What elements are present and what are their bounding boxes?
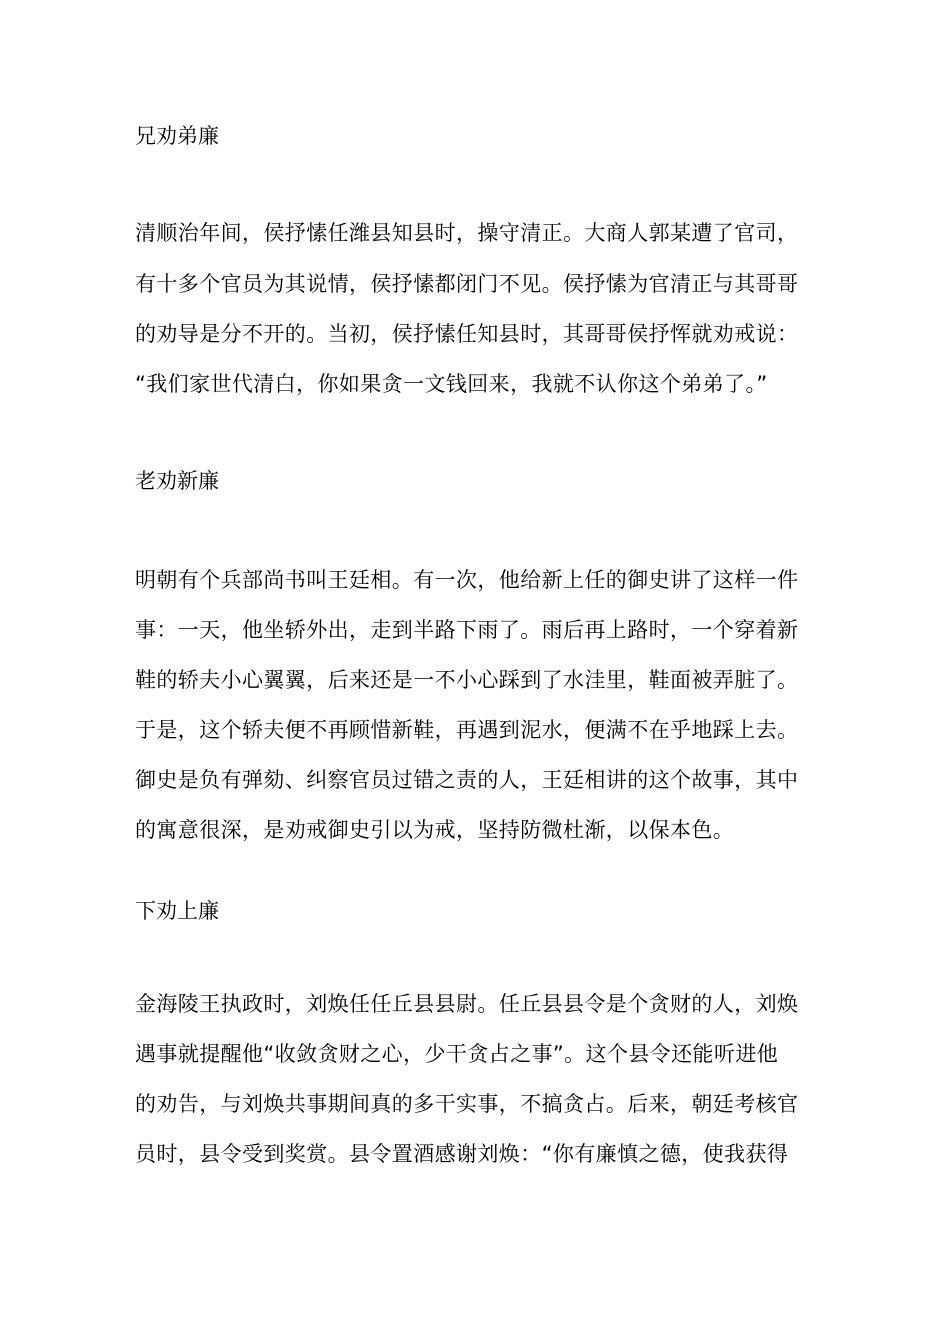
section-2-line-6: 的寓意很深，是劝戒御史引以为戒，坚持防微杜渐，以保本色。 [135,818,735,842]
section-3-line-2: 遇事就提醒他“收敛贪财之心，少干贪占之事”。这个县令还能听进他 [135,1042,779,1066]
section-heading-2: 老劝新廉 [135,469,219,493]
section-2-line-4: 于是，这个轿夫便不再顾惜新鞋，再遇到泥水，便满不在乎地踩上去。 [135,718,799,742]
section-heading-3: 下劝上廉 [135,899,219,923]
section-2-line-3: 鞋的轿夫小心翼翼，后来还是一不小心踩到了水洼里，鞋面被弄脏了。 [135,668,799,692]
section-1-line-1: 清顺治年间，侯抒愫任潍县知县时，操守清正。大商人郭某遭了官司， [135,221,799,245]
section-1-line-4: “我们家世代清白，你如果贪一文钱回来，我就不认你这个弟弟了。” [135,372,768,396]
section-3-line-1: 金海陵王执政时，刘焕任任丘县县尉。任丘县县令是个贪财的人，刘焕 [135,992,799,1016]
section-3-line-3: 的劝告，与刘焕共事期间真的多干实事，不搞贪占。后来，朝廷考核官 [135,1092,799,1116]
section-2-line-2: 事：一天，他坐轿外出，走到半路下雨了。雨后再上路时，一个穿着新 [135,618,799,642]
section-1-line-2: 有十多个官员为其说情，侯抒愫都闭门不见。侯抒愫为官清正与其哥哥 [135,272,799,296]
section-3-line-4: 员时，县令受到奖赏。县令置酒感谢刘焕：“你有廉慎之德，使我获得 [135,1142,789,1166]
section-1-line-3: 的劝导是分不开的。当初，侯抒愫任知县时，其哥哥侯抒恽就劝戒说： [135,322,799,346]
section-2-line-1: 明朝有个兵部尚书叫王廷相。有一次，他给新上任的御史讲了这样一件 [135,568,799,592]
section-heading-1: 兄劝弟廉 [135,124,219,148]
section-2-line-5: 御史是负有弹劾、纠察官员过错之责的人，王廷相讲的这个故事，其中 [135,768,799,792]
